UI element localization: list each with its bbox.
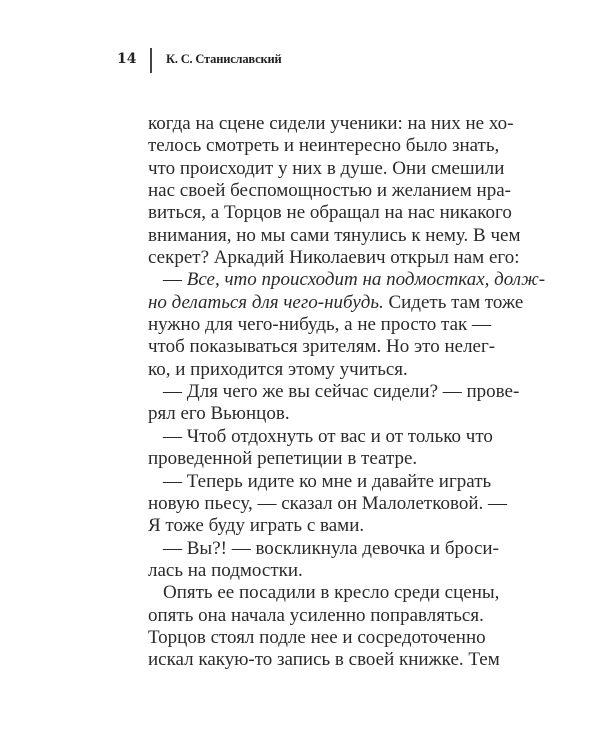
text-line: Опять ее посадили в кресло среди сцены, <box>163 582 500 604</box>
text-line: нужно для чего-нибудь, а не просто так — <box>148 314 492 336</box>
text-line: — Чтоб отдохнуть от вас и от только что <box>163 425 493 447</box>
text-line: — Для чего же вы сейчас сидели? — прове- <box>163 381 520 403</box>
dash: — <box>163 269 182 291</box>
text-line: ко, и приходится этому учиться. <box>148 358 408 380</box>
text-line: что происходит у них в душе. Они смешили <box>148 157 505 179</box>
body-text <box>148 113 546 672</box>
text-line: чтоб показываться зрителям. Но это нелег- <box>148 336 496 358</box>
text-line: — Теперь идите ко мне и давайте играть <box>163 470 492 492</box>
header-divider <box>150 48 152 73</box>
text-line: Торцов стоял подле нее и сосредоточенно <box>148 626 486 648</box>
author-name: К. С. Станиславский <box>166 52 282 66</box>
page-number: 14 <box>117 51 137 67</box>
italic-quote: но делаться для чего-нибудь. <box>148 291 384 313</box>
text-line: секрет? Аркадий Николаевич открыл нам его: <box>148 247 520 269</box>
text-line <box>148 291 524 314</box>
text-line <box>148 269 546 291</box>
text-line: искал какую-то запись в своей книжке. Тем <box>148 649 500 671</box>
text-line: Я тоже буду играть с вами. <box>148 515 365 537</box>
text-span: Сидеть там тоже <box>383 291 524 313</box>
text-line: рял его Вьюнцов. <box>148 403 290 425</box>
text-line: виться, а Торцов не обращал на нас никакого <box>148 202 512 224</box>
italic-quote: Все, что происходит на подмостках, долж- <box>186 269 546 291</box>
text-line: опять она начала усиленно поправляться. <box>148 604 484 626</box>
text-line: проведенной репетиции в театре. <box>148 448 418 470</box>
text-line: внимания, но мы сами тянулись к нему. В чем <box>148 224 521 246</box>
text-line: — Вы?! — воскликнула девочка и броси- <box>163 537 499 559</box>
text-line: телось смотреть и неинтересно было знать, <box>148 135 500 157</box>
text-line: новую пьесу, — сказал он Малолетковой. — <box>148 492 507 514</box>
text-line: когда на сцене сидели ученики: на них не хо- <box>148 113 514 134</box>
text-line: нас своей беспомощностью и желанием нра- <box>148 180 511 202</box>
text-line: лась на подмостки. <box>148 559 303 581</box>
